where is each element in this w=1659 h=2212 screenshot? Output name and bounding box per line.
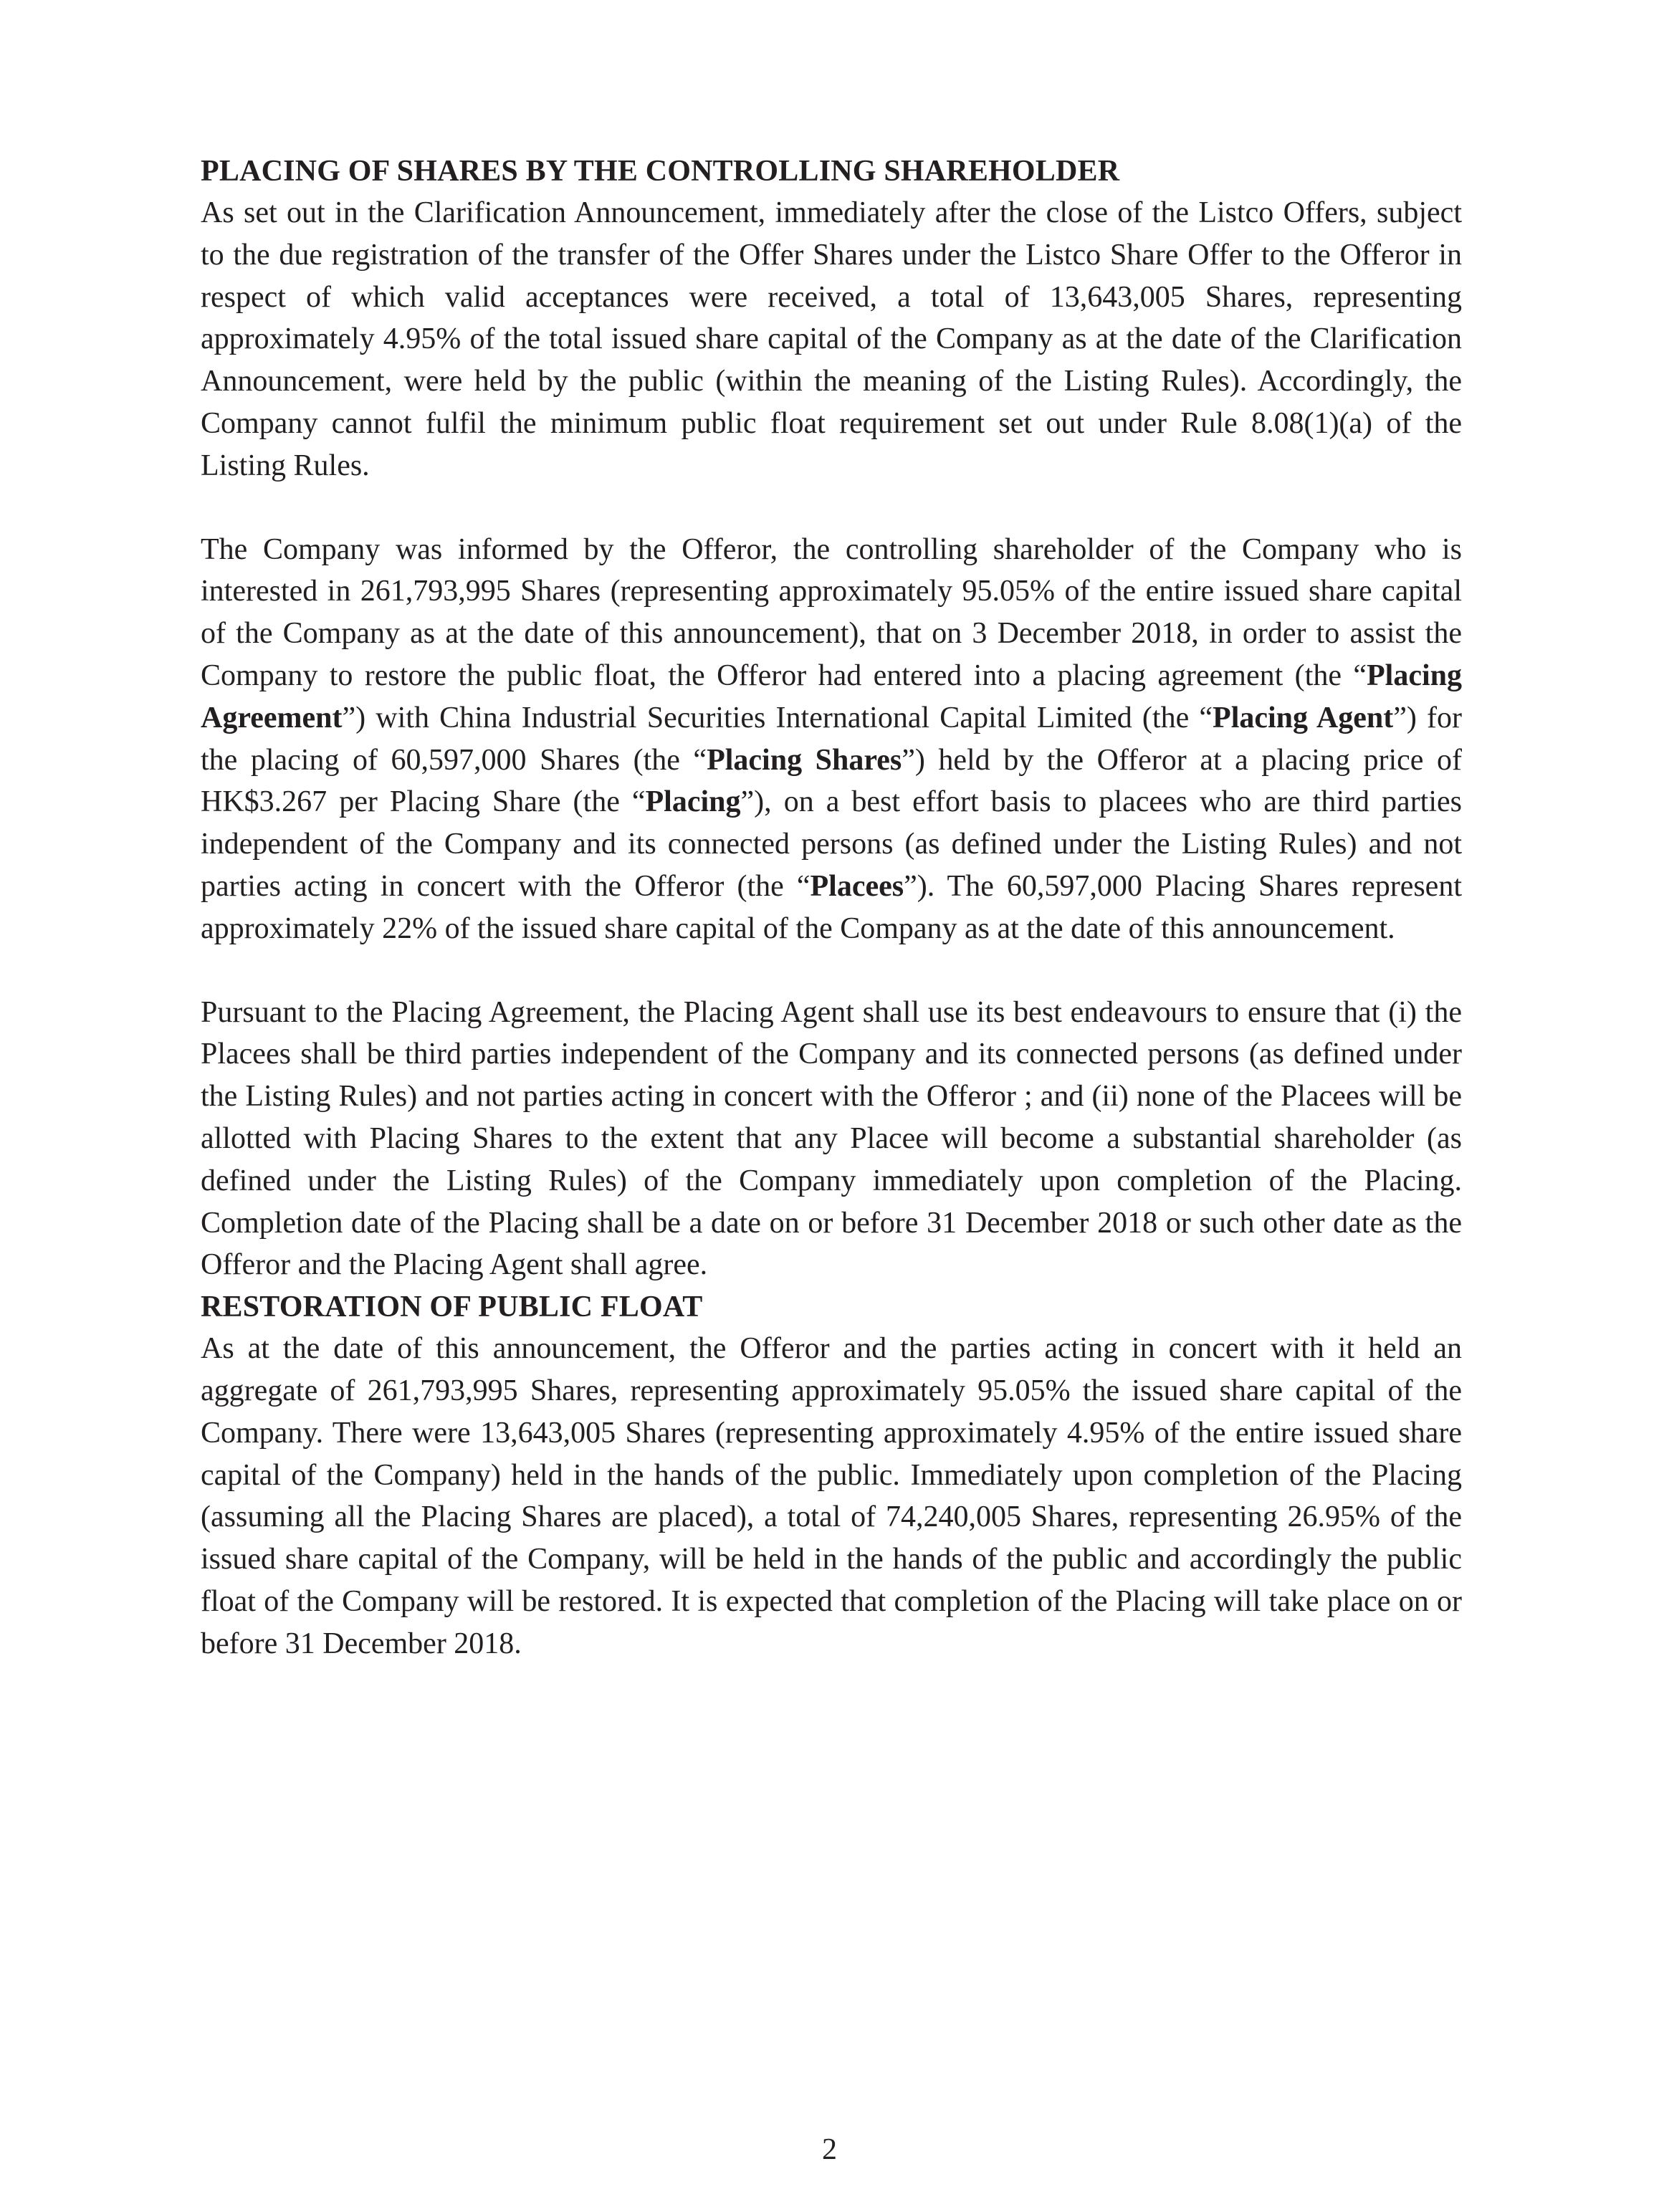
text-run: ”) held by the Offeror at a placing price of HK$3.267 per Placing Share (the “ bbox=[201, 743, 1462, 819]
page-number: 2 bbox=[822, 2133, 837, 2166]
defined-term-placing: Placing bbox=[645, 785, 741, 819]
paragraph-restoration: As at the date of this announcement, the Offeror and the parties acting in concert with it held an aggregate of 261,793,995 Shares, representing approximately 95.05% the issued share capital of the Company. There were 13,643,005 Shares (representing approximately 4.95% of the entire issued share capital of the Company) held in the hands of the public. Immediately upon completion of the Placing (assuming all the Placing Shares are placed), a total of 74,240,005 Shares, representing 26.95% of the issued share capital of the Company, will be held in the hands of the public and accordingly the public float of the Company will be restored. It is expected that completion of the Placing will take place on or before 31 December 2018. bbox=[201, 1332, 1462, 1660]
section-heading-placing-of-shares: PLACING OF SHARES BY THE CONTROLLING SHAREHOLDER bbox=[201, 155, 1120, 188]
paragraph-clarification: As set out in the Clarification Announcement, immediately after the close of the Listco Offers, subject to the due registration of the transfer of the Offer Shares under the Listco Share Offer to the Offeror in respect of which valid acceptances were received, a total of 13,643,005 Shares, representing approximately 4.95% of the total issued share capital of the Company as at the date of the Clarification Announcement, were held by the public (within the meaning of the Listing Rules). Accordingly, the Company cannot fulfil the minimum public float requirement set out under Rule 8.08(1)(a) of the Listing Rules. bbox=[201, 196, 1462, 482]
defined-term-placing-agreement: Placing Agreement bbox=[201, 659, 1462, 734]
text-run: ”) for the placing of 60,597,000 Shares (the “ bbox=[201, 701, 1462, 777]
defined-term-placing-shares: Placing Shares bbox=[707, 743, 902, 777]
document-body bbox=[201, 150, 1462, 1665]
text-run: ”), on a best effort basis to placees who are third parties independent of the Company and its connected persons (as defined under the Listing Rules) and not parties acting in concert with the Offeror (the “ bbox=[201, 785, 1463, 903]
text-run: ”). The 60,597,000 Placing Shares represent approximately 22% of the issued share capital of the Company as at the date of this announcement. bbox=[201, 869, 1462, 945]
text-run: ”) with China Industrial Securities International Capital Limited (the “ bbox=[342, 701, 1213, 734]
defined-term-placing-agent: Placing Agent bbox=[1213, 701, 1394, 734]
paragraph-placing-agreement bbox=[201, 529, 1462, 950]
text-run: The Company was informed by the Offeror, the controlling shareholder of the Company who is interested in 261,793,995 Shares (representing approximately 95.05% of the entire issued share capital of the Company as at the date of this announcement), that on 3 December 2018, in order to assist the Company to restore the public float, the Offeror had entered into a placing agreement (the “ bbox=[201, 532, 1462, 692]
section-heading-restoration-of-public-float: RESTORATION OF PUBLIC FLOAT bbox=[201, 1291, 703, 1324]
paragraph-placing-terms: Pursuant to the Placing Agreement, the Placing Agent shall use its best endeavours to ensure that (i) the Placees shall be third parties independent of the Company and its connected persons (as defined under the Listing Rules) and not parties acting in concert with the Offeror ; and (ii) none of the Placees will be allotted with Placing Shares to the extent that any Placee will become a substantial shareholder (as defined under the Listing Rules) of the Company immediately upon completion of the Placing. Completion date of the Placing shall be a date on or before 31 December 2018 or such other date as the Offeror and the Placing Agent shall agree. bbox=[201, 995, 1462, 1282]
defined-term-placees: Placees bbox=[810, 869, 904, 903]
